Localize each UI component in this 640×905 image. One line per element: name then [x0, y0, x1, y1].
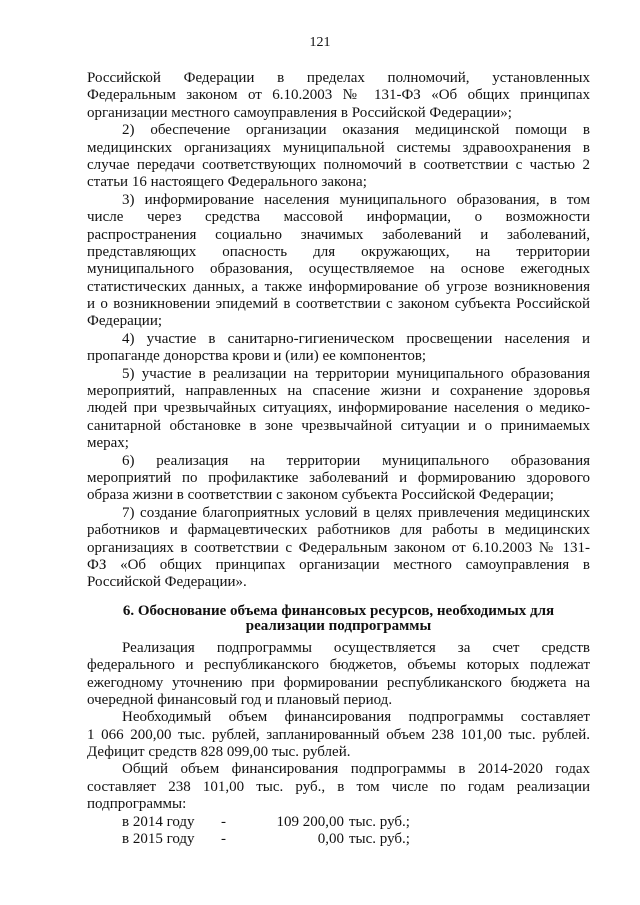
text-line: федерального и республиканского бюджетов, объемы которых подлежат — [87, 657, 590, 674]
financing-amount: 109 200,00 — [276, 813, 344, 830]
paragraph-funding-total: Общий объем финансирования подпрограммы в 2014-2020 годах — [122, 761, 590, 778]
text-line: Российской Федерации». — [87, 574, 247, 591]
paragraph-funding-volume: Необходимый объем финансирования подпрограммы составляет — [122, 709, 590, 726]
financing-unit: тыс. руб.; — [349, 813, 410, 830]
text-line: составляет 238 101,00 тыс. руб., в том числе по годам реализации — [87, 778, 590, 795]
list-item-6: 6) реализация на территории муниципального образования — [122, 452, 590, 469]
financing-row — [87, 831, 590, 848]
section-heading: 6. Обоснование объема финансовых ресурсов, необходимых для — [122, 602, 555, 619]
paragraph-funding-source: Реализация подпрограммы осуществляется за счет средств — [122, 639, 590, 656]
list-item-4: 4) участие в санитарно-гигиеническом просвещении населения и — [122, 330, 590, 347]
financing-year: в 2015 году — [122, 831, 195, 848]
text-line: распространения социально значимых заболеваний и заболеваний, — [87, 226, 590, 243]
financing-dash: - — [221, 813, 226, 830]
text-line: пропаганде донорства крови и (или) ее компонентов; — [87, 348, 427, 365]
text-line: 1 066 200,00 тыс. рублей, запланированный объем 238 101,00 тыс. рублей. — [87, 726, 590, 743]
spacer — [87, 592, 590, 604]
text-line: образа жизни в соответствии с законом субъекта Российской Федерации; — [87, 487, 554, 504]
text-line: статьи 16 настоящего Федерального закона; — [87, 174, 367, 191]
text-line: и о возникновении эпидемий в соответствии с законом субъекта Российской — [87, 296, 590, 313]
text-line: мероприятий по профилактике заболеваний и формированию здорового — [87, 469, 590, 486]
text-line: представляющих опасность для окружающих, на территории — [87, 243, 590, 260]
list-item-5: 5) участие в реализации на территории муниципального образования — [122, 365, 590, 382]
financing-dash: - — [221, 831, 226, 848]
text-line: случае передачи соответствующих полномочий в соответствии с частью 2 — [87, 156, 590, 173]
text-line: Федеральным законом от 6.10.2003 № 131-ФЗ «Об общих принципах — [87, 87, 590, 104]
list-item-7: 7) создание благоприятных условий в целях привлечения медицинских — [122, 504, 590, 521]
text-line: муниципального образования, осуществляемое на основе ежегодных — [87, 261, 590, 278]
text-line: медицинских организациях муниципальной системы здравоохранения в — [87, 139, 590, 156]
text-line: работников и фармацевтических работников для работы в медицинских — [87, 522, 590, 539]
document-body — [87, 70, 590, 848]
list-item-2: 2) обеспечение организации оказания медицинской помощи в — [122, 122, 590, 139]
text-line: людей при чрезвычайных ситуациях, информирование населения о медико- — [87, 400, 590, 417]
text-line: подпрограммы: — [87, 796, 187, 813]
section-heading-continued: реализации подпрограммы — [245, 617, 432, 634]
text-line: числе через средства массовой информации, о возможности — [87, 209, 590, 226]
financing-year: в 2014 году — [122, 813, 195, 830]
financing-amount: 0,00 — [317, 831, 344, 848]
financing-unit: тыс. руб.; — [349, 831, 410, 848]
text-line: организациях в соответствии с Федеральным законом от 6.10.2003 № 131- — [87, 539, 590, 556]
text-line: Дефицит средств 828 099,00 тыс. рублей. — [87, 744, 351, 761]
text-line: статистических данных, а также информирование об угрозе возникновения — [87, 278, 590, 295]
financing-row — [87, 814, 590, 831]
text-line: санитарной обстановке в зоне чрезвычайной ситуации и о принимаемых — [87, 417, 590, 434]
text-line: мероприятий, направленных на спасение жизни и сохранение здоровья — [87, 383, 590, 400]
text-line: ежегодному уточнению при формировании республиканского бюджета на — [87, 674, 590, 691]
text-line: Федерации; — [87, 313, 163, 330]
text-line: очередной финансовый год и плановый период. — [87, 691, 393, 708]
page-number: 121 — [309, 35, 331, 50]
text-line: Российской Федерации в пределах полномочий, установленных — [87, 70, 590, 86]
text-line: ФЗ «Об общих принципах организации местного самоуправления в — [87, 556, 590, 573]
text-line: организации местного самоуправления в Российской Федерации»; — [87, 104, 512, 121]
text-line: мерах; — [87, 435, 129, 452]
list-item-3: 3) информирование населения муниципального образования, в том — [122, 191, 590, 208]
